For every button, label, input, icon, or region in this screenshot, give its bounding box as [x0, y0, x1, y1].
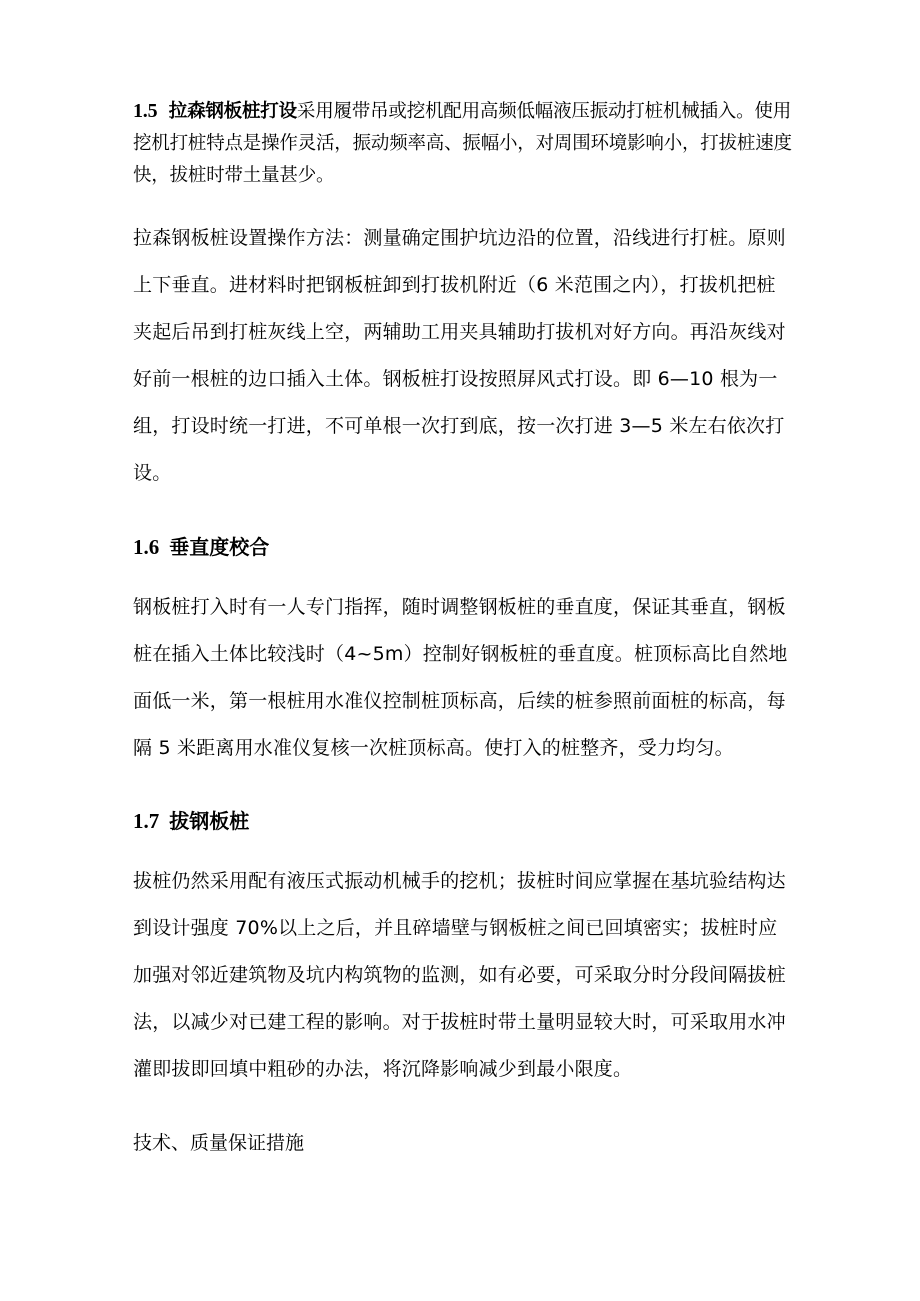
section-1-7-title: 拔钢板桩: [169, 809, 250, 833]
method-paragraph: 拉森钢板桩设置操作方法：测量确定围护坑边沿的位置，沿线进行打桩。原则上下垂直。进材料时把钢板桩卸到打拔机附近（6 米范围之内），打拔机把桩夹起后吊到打桩灰线上空，两辅助工用夹具辅助打拔机对好方向。再沿灰线对好前一根桩的边口插入土体。钢板桩打设按照屏风式打设。即 6—10 根为一组，打设时统一打进，不可单根一次打到底，按一次打进 3—5 米左右依次打设。: [133, 227, 786, 484]
section-1-7-number: 1.7: [133, 809, 160, 833]
section-1-6-heading: [133, 524, 793, 571]
section-1-7-paragraph: 拔桩仍然采用配有液压式振动机械手的挖机；拔桩时间应掌握在基坑验结构达到设计强度 70%以上之后，并且碎墙壁与钢板桩之间已回填密实；拔桩时应加强对邻近建筑物及坑内构筑物的监测，如有必要，可采取分时分段间隔拔桩法，以减少对已建工程的影响。对于拔桩时带土量明显较大时，可采取用水冲灌即拔即回填中粗砂的办法，将沉降影响减少到最小限度。: [133, 870, 786, 1080]
section-1-5-text: 采用履带吊或挖机配用高频低幅液压振动打桩机械插入。使用挖机打桩特点是操作灵活，振动频率高、振幅小，对周围环境影响小，打拔桩速度快，拔桩时带土量甚少。: [133, 101, 792, 186]
section-1-5-title: 拉森钢板桩打设: [168, 101, 297, 122]
section-1-5-number: 1.5: [133, 100, 158, 122]
section-1-6-title: 垂直度校合: [169, 535, 270, 559]
section-1-6-paragraph: 钢板桩打入时有一人专门指挥，随时调整钢板桩的垂直度，保证其垂直，钢板桩在插入土体比较浅时（4~5m）控制好钢板桩的垂直度。桩顶标高比自然地面低一米，第一根桩用水准仪控制桩顶标高，后续的桩参照前面桩的标高，每隔 5 米距离用水准仪复核一次桩顶标高。使打入的桩整齐，受力均匀。: [133, 596, 788, 759]
tech-quality-heading: 技术、质量保证措施: [133, 1132, 305, 1154]
section-1-5-paragraph: [133, 95, 793, 192]
section-1-6-number: 1.6: [133, 535, 160, 559]
section-1-7-heading: [133, 798, 793, 845]
